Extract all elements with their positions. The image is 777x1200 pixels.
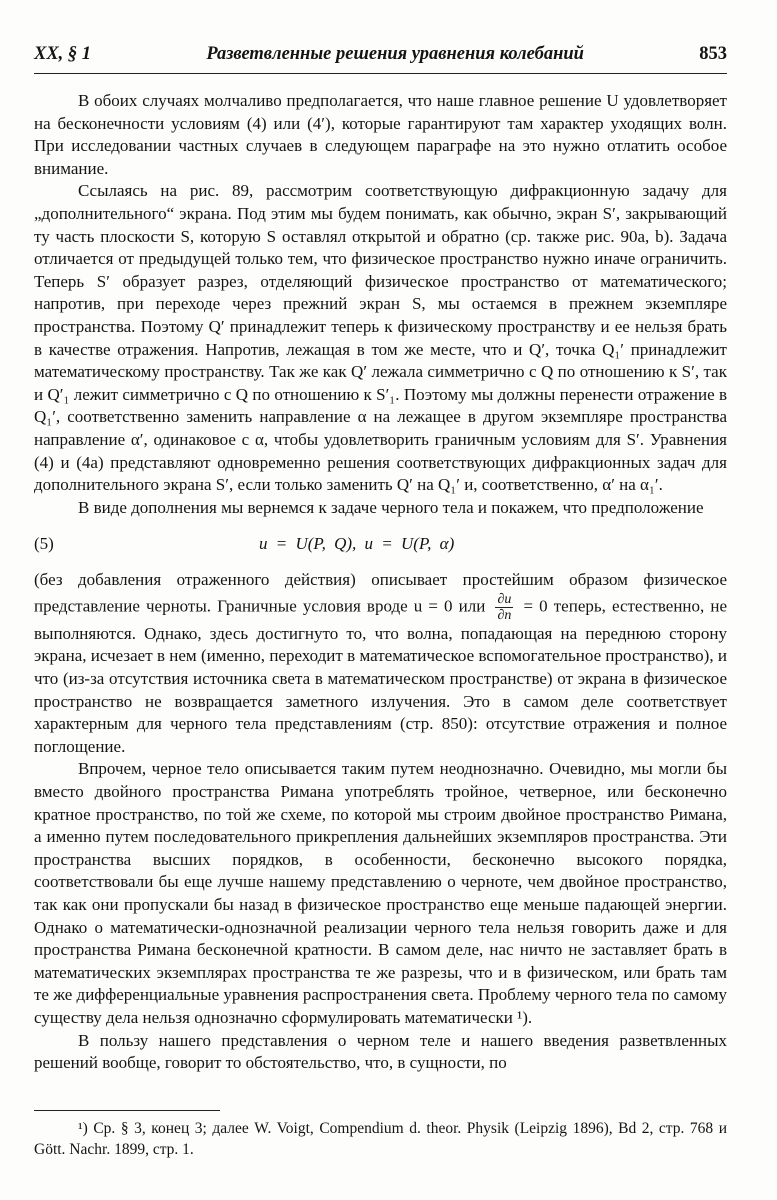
- fraction-numerator: ∂u: [497, 591, 512, 607]
- paragraph-3: В виде дополнения мы вернемся к задаче черного тела и покажем, что предположение: [78, 497, 704, 517]
- footnote-rule: [34, 1110, 220, 1111]
- paragraph-2: Ссылаясь на рис. 89, рассмотрим соответствующую дифракционную задачу для „дополнительного“ экрана. Под этим мы будем понимать, как обычно, экран S′, закрывающий ту часть плоскости S, которую S оставлял открытой и обратно (ср. также рис. 90а, b). Задача отличается от предыдущей только тем, что физическое пространство нужно иначе ограничить. Теперь S′ образует разрез, отделяющий физическое пространство от математического; напротив, при переходе через прежний экран S, мы остаемся в прежнем экземпляре пространства. Поэтому Q′ принадлежит теперь к физическому пространству и ее нельзя брать в качестве отражения. Напротив, лежащая в том же месте, что и Q′, точка Q₁′ принадлежит математическому пространству. Так же как Q′ лежала симметрично с Q по отношению к S′, так и Q′₁ лежит симметрично с Q по отношению к S′₁. Поэтому мы должны перенести отражение в Q₁′, соответственно заменить направление α на лежащее в другом экземпляре пространства направление α′, одинаковое с α, чтобы удовлетворить граничным условиям для S′. Уравнения (4) и (4а) представляют одновременно решения соответствующих дифракционных задач для дополнительного экрана S′, если только заменить Q′ на Q₁′ и, соответственно, α′ на α₁′.: [34, 181, 727, 495]
- chapter-section: XX, § 1: [34, 44, 92, 64]
- paragraph-4-start: (без добавления отраженного действия) описывает простейшим образом физическое представление черноты. Граничные условия вроде u = 0 или: [34, 570, 727, 616]
- paragraph-6: В пользу нашего представления о черном теле и нашего введения разветвленных решений вообще, говорит то обстоятельство, что, в сущности, по: [34, 1030, 727, 1073]
- fraction-denominator: ∂n: [497, 607, 512, 623]
- main-text: [34, 90, 727, 1075]
- paragraph-5: Впрочем, черное тело описывается таким путем неоднозначно. Очевидно, мы могли бы вместо двойного пространства Римана употреблять тройное, четверное, или бесконечно кратное пространство, по той же схеме, по которой мы строим двойное пространство Римана, а именно путем последовательного прикрепления дальнейших экземпляров пространства. Эти пространства высших порядков, в особенности, бесконечно высокого порядка, соответствовали бы еще лучше нашему представлению о черноте, чем двойное пространство, так как они пропускали бы назад в физическое пространство еще меньше падающей энергии. Однако о математически-однозначной реализации черного тела нельзя говорить даже и для пространства Римана бесконечной кратности. В самом деле, нас ничто не заставляет брать в математических экземплярах пространства те же разрезы, что и в физическом, или брать там те же дифференциальные уравнения распространения света. Проблему черного тела по самому существу дела нельзя однозначно сформулировать математически ¹).: [34, 759, 727, 1027]
- paragraph-4-end: = 0 теперь, естественно, не выполняются. Однако, здесь достигнуто то, что волна, попадающая на переднюю сторону экрана, исчезает в нем (именно, переходит в математическое вспомогательное пространство), и что (из-за отсутствия источника света в математическом пространстве) от экрана в физическое пространство не возвращается заметного излучения. Это в самом деле соответствует характерным для черного тела представлениям (стр. 850): отсутствие отражения и полное поглощение.: [34, 596, 728, 756]
- running-header: [34, 44, 727, 65]
- header-rule: [34, 73, 727, 74]
- footnote: ¹) Ср. § 3, конец 3; далее W. Voigt, Compendium d. theor. Physik (Leipzig 1896), Bd 2, стр. 768 и Gött. Nachr. 1899, стр. 1.: [34, 1120, 727, 1158]
- equation-number: (5): [34, 533, 54, 553]
- paragraph-1: В обоих случаях молчаливо предполагается, что наше главное решение U удовлетворяет на бесконечности условиям (4) или (4′), которые гарантируют там характер уходящих волн. При исследовании частных случаев в следующем параграфе на это нужно отлатить особое внимание.: [34, 91, 727, 178]
- equation-5: [34, 521, 727, 567]
- equation-expression: u = U(P, Q), u = U(P, α): [259, 533, 455, 553]
- paragraph-4: [34, 569, 727, 758]
- running-title: Разветвленные решения уравнения колебаний: [206, 44, 584, 64]
- partial-derivative-fraction: [495, 592, 513, 623]
- page-number: 853: [699, 44, 727, 64]
